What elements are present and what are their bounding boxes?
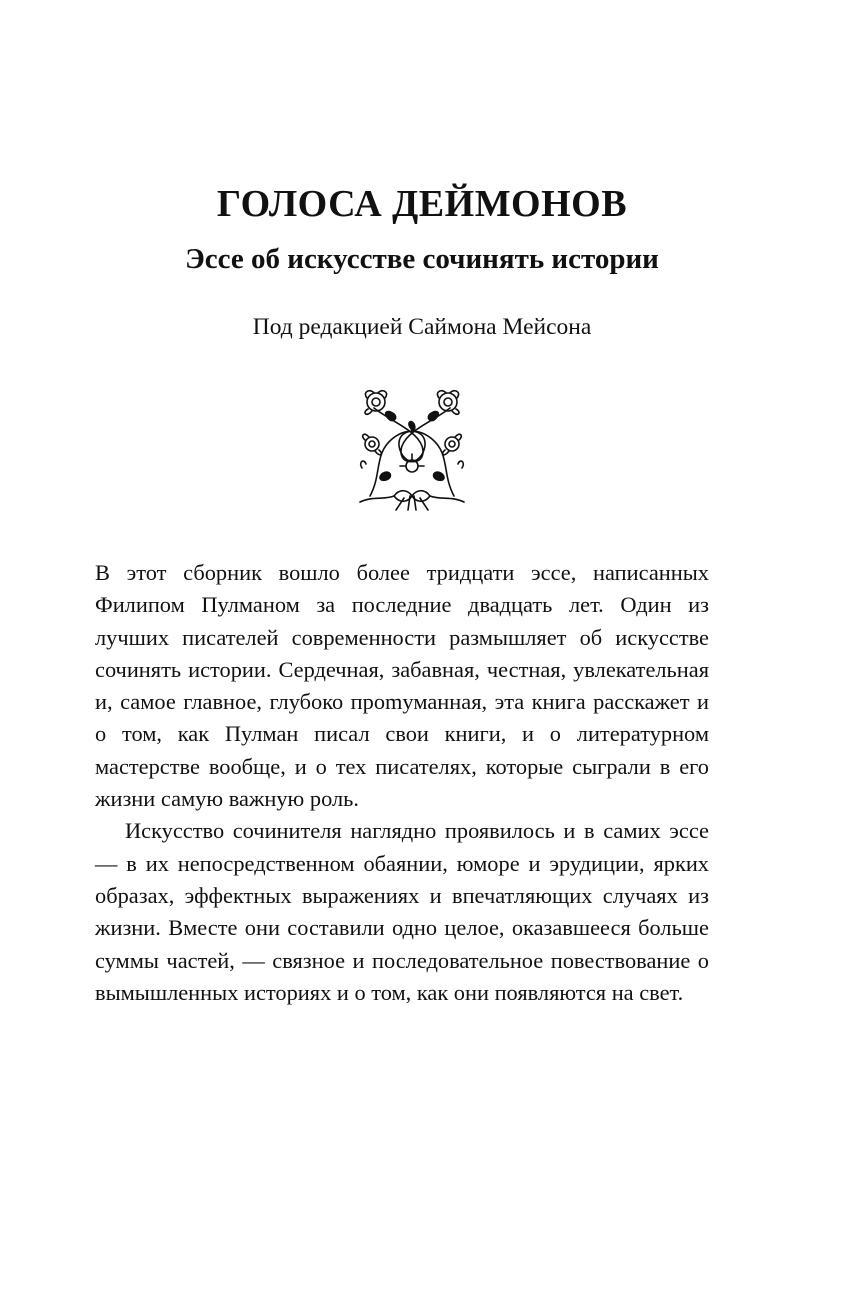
book-title: ГОЛОСА ДЕЙМОНОВ [216,183,628,225]
annotation-paragraph-2: Искусство сочинителя наглядно проявилось и в самих эссе — в их непосредственном обаянии, юморе и эрудиции, ярких образах, эффектных выражениях и впечатляющих случаях из жизни. Вместе они составили одно целое, оказавшееся больше суммы частей, — связное и последовательное повествование о вымышленных историях и о том, как они появляются на свет. [95,818,709,1005]
floral-vignette-icon [352,384,472,514]
book-subtitle: Эссе об искусстве сочинять истории [185,243,659,275]
annotation-paragraph-1: В этот сборник вошло более тридцати эссе, написанных Филипом Пулманом за последние двадцать лет. Один из лучших писателей современности размышляет об искусстве сочинять истории. Сердечная, забавная, честная, увлекательная и, самое главное, глубоко проmуманная, эта книга расскажет и о том, как Пулман писал свои книги, и о литературном мастерстве вообще, и о тех писателях, которые сыграли в его жизни самую важную роль. [95,560,709,812]
editor-credit: Под редакцией Саймона Мейсона [252,314,592,340]
annotation-text [95,557,709,1009]
